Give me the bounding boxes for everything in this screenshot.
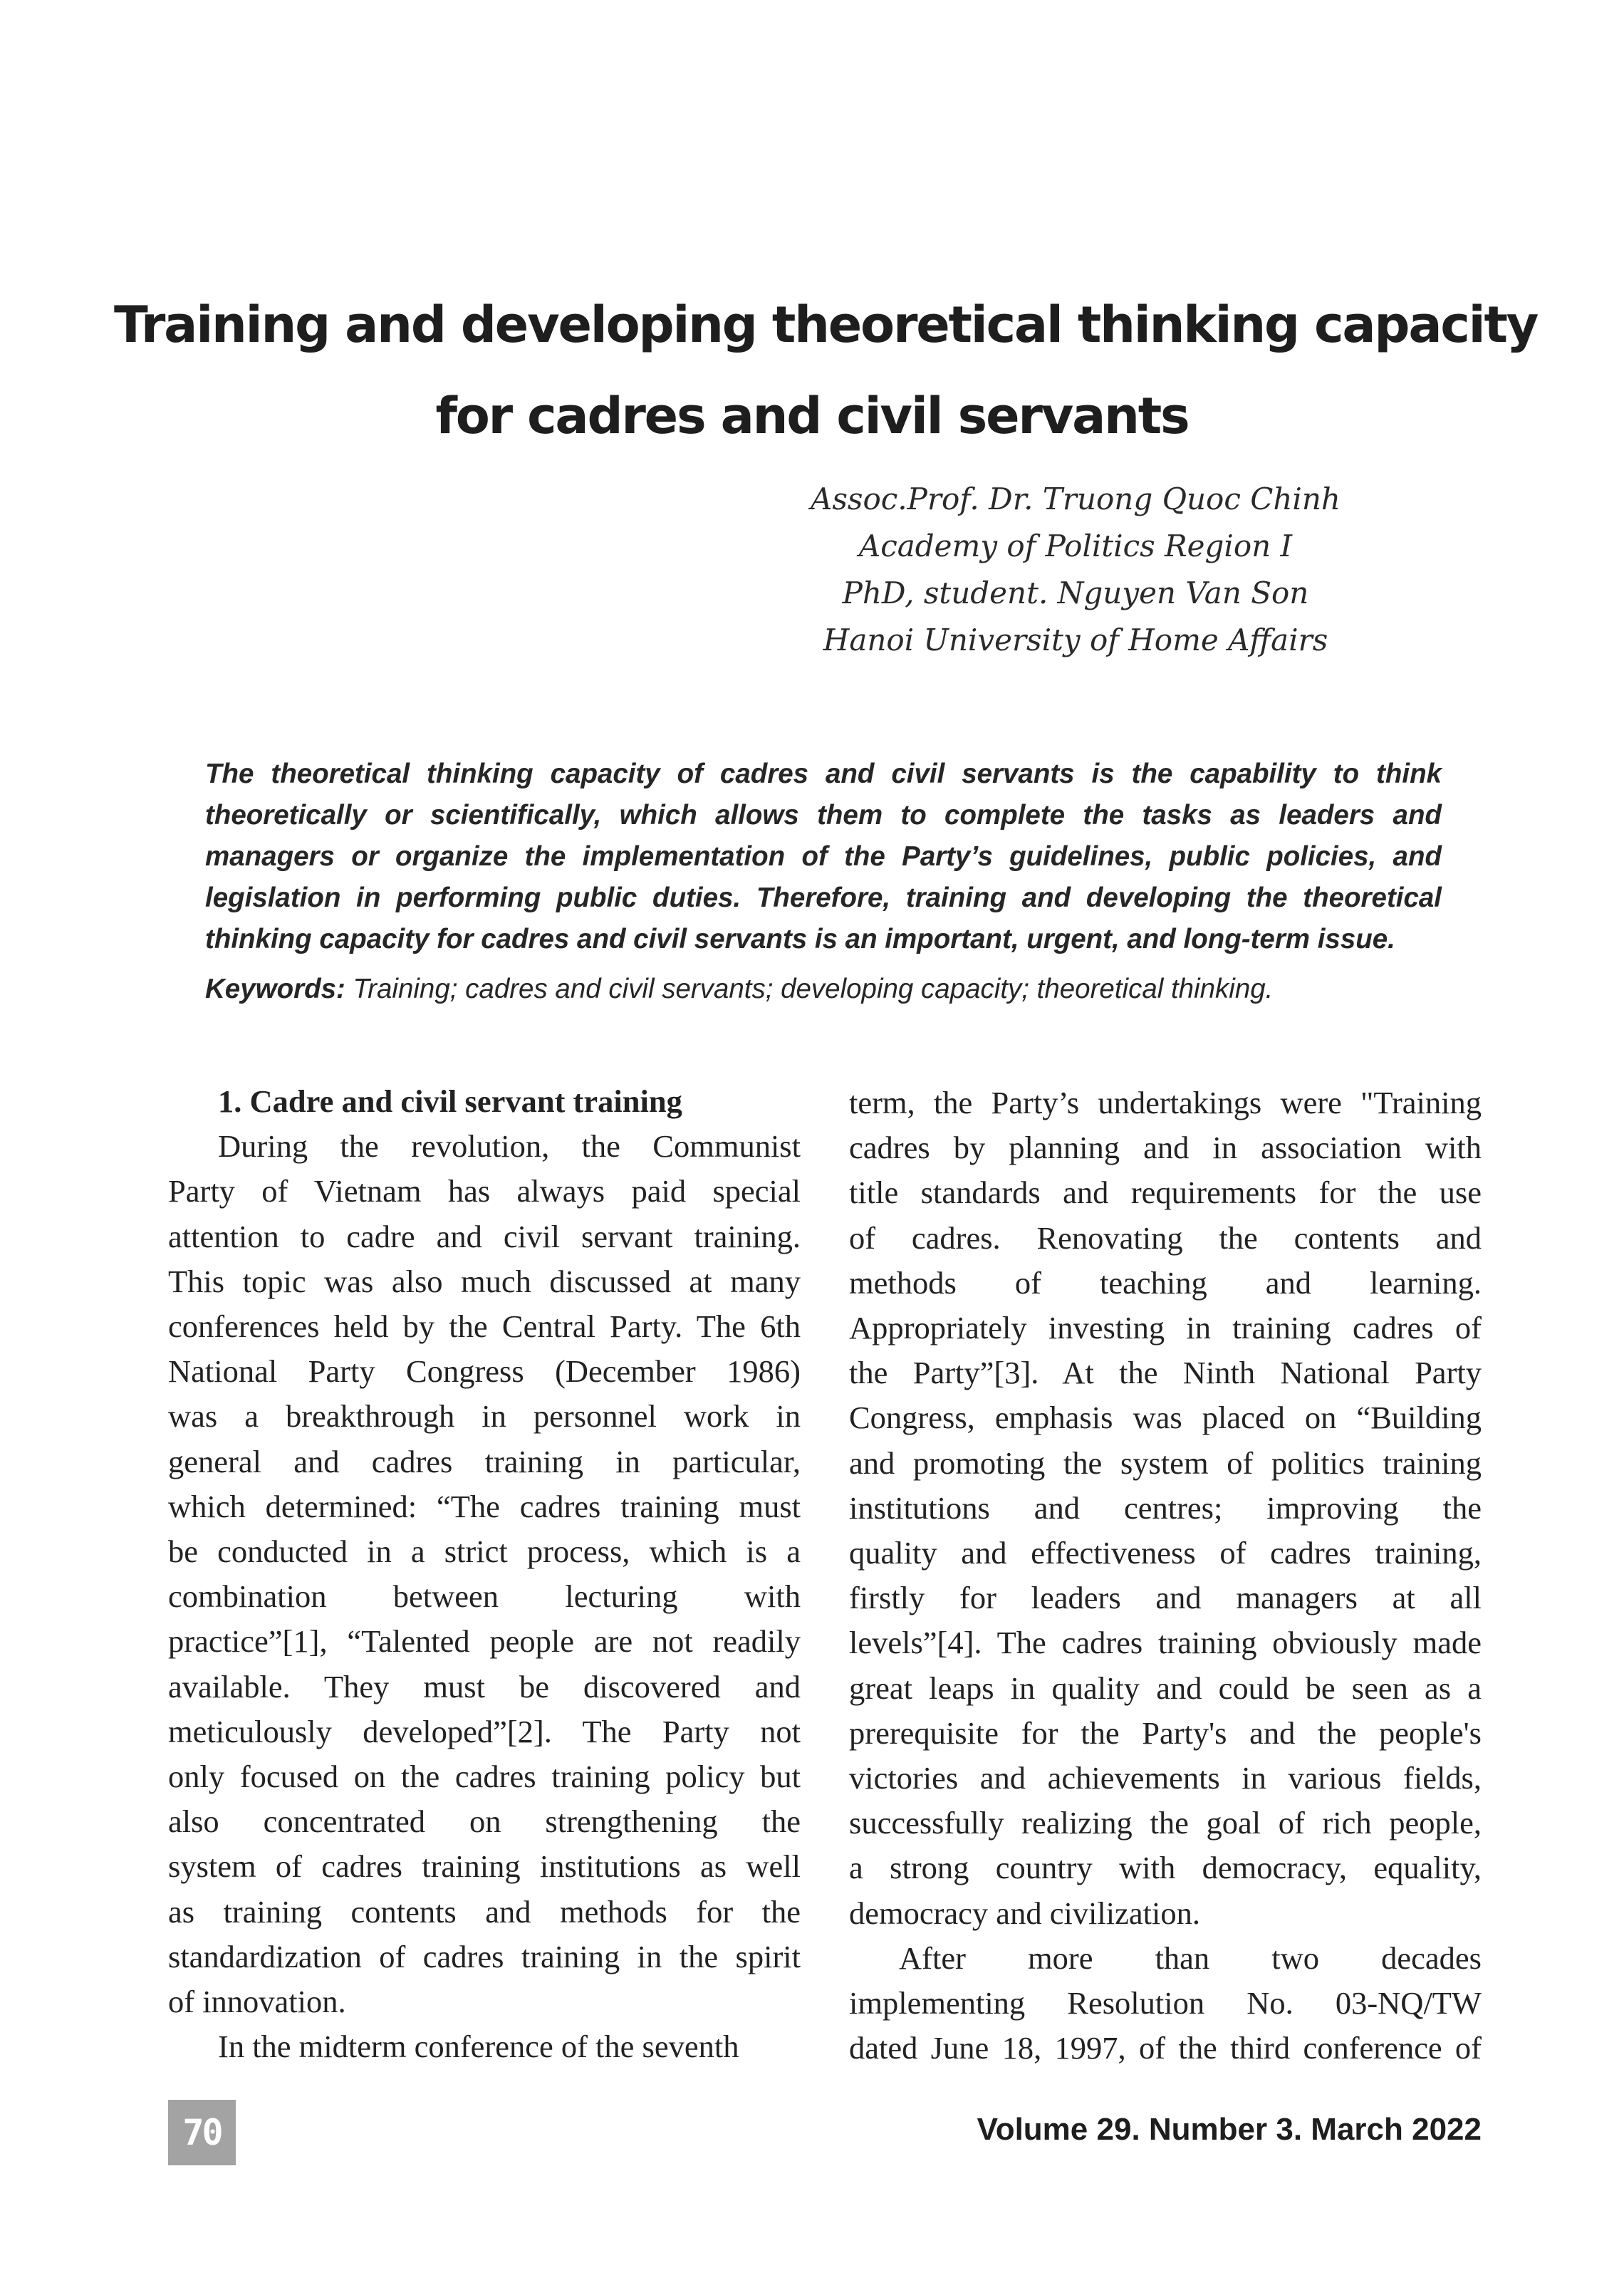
paragraph-line: great leaps in quality and could be seen as a (849, 1670, 1482, 1706)
author-block (784, 476, 1368, 664)
paragraph-line: as training contents and methods for the (168, 1893, 801, 1930)
article-title-line-2: for cadres and civil servants (435, 387, 1189, 445)
abstract-line: managers or organize the implementation of the Party’s guidelines, public policies, and (205, 841, 1442, 872)
paragraph-line: and promoting the system of politics training (849, 1444, 1482, 1481)
paragraph-line: Party of Vietnam has always paid special (168, 1173, 801, 1209)
paragraph-line: practice”[1], “Talented people are not readily (168, 1623, 801, 1660)
keywords (205, 969, 1442, 1010)
paragraph-line: system of cadres training institutions as well (168, 1848, 801, 1885)
paragraph-line: only focused on the cadres training policy but (168, 1759, 801, 1795)
section-heading: 1. Cadre and civil servant training (218, 1083, 682, 1119)
paragraph-line: methods of teaching and learning. (849, 1264, 1482, 1301)
paragraph-line: of cadres. Renovating the contents and (849, 1219, 1482, 1256)
paragraph-line: National Party Congress (December 1986) (168, 1353, 801, 1390)
paragraph-line: This topic was also much discussed at many (168, 1263, 801, 1299)
article-title (114, 279, 1538, 462)
paragraph-line: of innovation. (168, 1984, 346, 2020)
author-2-affiliation: Hanoi University of Home Affairs (823, 623, 1328, 657)
paragraph-line: title standards and requirements for the use (849, 1175, 1482, 1211)
paragraph-line: victories and achievements in various fields, (849, 1760, 1482, 1796)
paragraph-line: also concentrated on strengthening the (168, 1803, 801, 1840)
author-2-name: PhD, student. Nguyen Van Son (842, 576, 1309, 610)
paragraph-line: implementing Resolution No. 03-NQ/TW (849, 1985, 1482, 2021)
paragraph-line: standardization of cadres training in the spirit (168, 1938, 801, 1974)
paragraph-line: a strong country with democracy, equality, (849, 1850, 1482, 1886)
paragraph-line: which determined: “The cadres training must (168, 1488, 801, 1524)
paragraph-line: quality and effectiveness of cadres training, (849, 1535, 1482, 1571)
paragraph-line: meticulously developed”[2]. The Party not (168, 1713, 801, 1749)
paragraph-line: available. They must be discovered and (168, 1668, 801, 1704)
paragraph-line: cadres by planning and in association with (849, 1130, 1482, 1166)
page-number: 70 (168, 2100, 236, 2165)
paragraph-line: term, the Party’s undertakings were "Training (849, 1085, 1482, 1120)
keywords-text: Training; cadres and civil servants; developing capacity; theoretical thinking. (345, 974, 1274, 1004)
abstract-line: theoretically or scientifically, which allows them to complete the tasks as leaders and (205, 800, 1442, 831)
paragraph-line: attention to cadre and civil servant training. (168, 1218, 801, 1254)
paragraph-line: dated June 18, 1997, of the third conference of (849, 2030, 1482, 2066)
paragraph-line: During the revolution, the Communist (218, 1128, 801, 1165)
journal-issue: Volume 29. Number 3. March 2022 (977, 2112, 1482, 2147)
article-title-line-1: Training and developing theoretical thinking capacity (114, 296, 1538, 354)
paragraph-line: successfully realizing the goal of rich people, (849, 1805, 1482, 1841)
abstract-line: legislation in performing public duties. Therefore, training and developing the theoretical (205, 883, 1442, 913)
paragraph-line: After more than two decades (899, 1940, 1482, 1976)
paragraph-line: Appropriately investing in training cadres of (849, 1310, 1482, 1346)
abstract-line: thinking capacity for cadres and civil servants is an important, urgent, and long-term issue. (205, 924, 1395, 954)
body-column-right (849, 1081, 1482, 2071)
paragraph-line: In the midterm conference of the seventh (218, 2029, 739, 2065)
author-1-affiliation: Academy of Politics Region I (858, 529, 1293, 563)
paragraph-line: levels”[4]. The cadres training obviously made (849, 1625, 1482, 1661)
keywords-label: Keywords: (205, 974, 345, 1004)
paragraph-line: was a breakthrough in personnel work in (168, 1398, 801, 1435)
paragraph-line: institutions and centres; improving the (849, 1489, 1482, 1526)
paragraph-line: general and cadres training in particular, (168, 1443, 801, 1479)
body-column-left (168, 1079, 801, 2069)
abstract (205, 754, 1442, 960)
paragraph-line: the Party”[3]. At the Ninth National Party (849, 1355, 1482, 1391)
paragraph-line: firstly for leaders and managers at all (849, 1580, 1482, 1616)
paragraph-line: conferences held by the Central Party. The 6th (168, 1308, 801, 1345)
paragraph-line: combination between lecturing with (168, 1578, 801, 1615)
paragraph-line: democracy and civilization. (849, 1895, 1200, 1931)
author-1-name: Assoc.Prof. Dr. Truong Quoc Chinh (811, 481, 1341, 516)
paragraph-line: be conducted in a strict process, which is a (168, 1534, 801, 1570)
abstract-line: The theoretical thinking capacity of cadres and civil servants is the capability to think (205, 759, 1442, 789)
paragraph-line: prerequisite for the Party's and the people's (849, 1714, 1482, 1751)
paragraph-line: Congress, emphasis was placed on “Building (849, 1400, 1482, 1436)
